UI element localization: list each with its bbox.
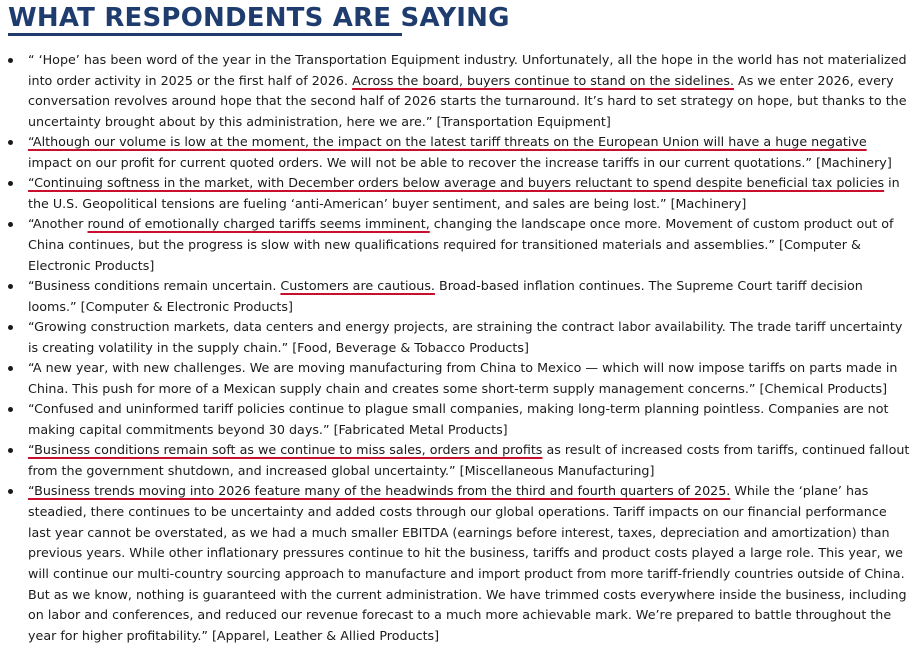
title-underline [8, 33, 402, 36]
quote-text: “A new year, with new challenges. We are moving manufacturing from China to Mexico — which will now impose tariffs on parts made in China. This push for more of a Mexican supply chain and creates some short-term supply management concerns.” [Chemical Products] [28, 360, 898, 396]
quote-highlight: Customers are cautious. [280, 278, 435, 294]
quote-highlight: “Although our volume is low at the moment, the impact on the latest tariff threats on the European Union will have a huge negative [28, 134, 867, 150]
bullet-icon [8, 366, 13, 371]
quote-highlight: “Business trends moving into 2026 feature many of the headwinds from the third and fourth quarters of 2025. [28, 483, 731, 499]
quote-highlight: “Business conditions remain soft as we continue to miss sales, orders and profits [28, 442, 543, 458]
quote-item [0, 481, 917, 647]
quote-item [0, 358, 917, 399]
bullet-icon [8, 181, 13, 186]
quote-item [0, 317, 917, 358]
quote-item [0, 214, 917, 276]
quote-text: “Confused and uninformed tariff policies continue to plague small companies, making long-term planning pointless. Companies are not making capital commitments beyond 30 days.” [Fabricated Metal Products] [28, 401, 889, 437]
quote-text: “Growing construction markets, data centers and energy projects, are straining the contract labor availability. The trade tariff uncertainty is creating volatility in the supply chain.” [Food, Beverage & Tobacco Products] [28, 319, 903, 355]
quote-item [0, 440, 917, 481]
bullet-icon [8, 448, 13, 453]
bullet-icon [8, 58, 13, 63]
quote-highlight: “Continuing softness in the market, with December orders below average and buyers reluctant to spend despite beneficial tax policies [28, 175, 885, 191]
quote-text: changing the landscape once more. Movement of custom product out of China continues, but the progress is slow with new qualifications required for transitioned materials and assemblies.” [Computer & Electronic Products] [28, 216, 894, 273]
bullet-icon [8, 489, 13, 494]
bullet-icon [8, 407, 13, 412]
section-title: WHAT RESPONDENTS ARE SAYING [8, 3, 510, 33]
quote-highlight: round of emotionally charged tariffs seems imminent, [87, 216, 430, 232]
quote-text: Broad-based inflation continues. The Supreme Court tariff decision looms.” [Computer & Electronic Products] [28, 278, 863, 314]
bullet-icon [8, 284, 13, 289]
quote-text: “Business conditions remain uncertain. [28, 278, 281, 294]
quote-item [0, 132, 917, 173]
quote-text: as result of increased costs from tariffs, continued fallout from the government shutdown, and increased global uncertainty.” [Miscellaneous Manufacturing] [28, 442, 910, 478]
bullet-icon [8, 140, 13, 145]
quote-item [0, 50, 917, 133]
quote-text: “Another [28, 216, 88, 232]
quote-text: As we enter 2026, every conversation revolves around hope that the second half of 2026 starts the turnaround. It’s hard to set strategy on hope, but thanks to the uncertainty brought about by this administration, here we are.” [Transportation Equipment] [28, 72, 907, 130]
quote-item [0, 173, 917, 214]
bullet-icon [8, 222, 13, 227]
quote-item [0, 276, 917, 317]
quote-highlight: Across the board, buyers continue to stand on the sidelines. [352, 72, 734, 88]
bullet-icon [8, 325, 13, 330]
quote-text: impact on our profit for current quoted orders. We will not be able to recover the increase tariffs in our current quotations.” [Machinery] [28, 155, 892, 171]
quote-text: “ ‘Hope’ has been word of the year in the Transportation Equipment industry. Unfortunately, all the hope in the world has not materialized into order activity in 2025 or the first half of 2026. [28, 52, 907, 88]
quote-text: While the ‘plane’ has steadied, there continues to be uncertainty and added costs through our global operations. Tariff impacts on our financial performance last year cannot be overstated, as we had a much smaller EBITDA (earnings before interest, taxes, depreciation and amortization) than previous years. While other inflationary pressures continue to hit the business, tariffs and product costs played a large role. This year, we will continue our multi-country sourcing approach to manufacture and import product from more tariff-friendly countries outside of China. But as we know, nothing is guaranteed with the current administration. We have trimmed costs everywhere inside the business, including on labor and conferences, and reduced our revenue forecast to a much more achievable mark. We’re prepared to battle throughout the year for higher profitability.” [Apparel, Leather & Allied Products] [28, 483, 907, 644]
quote-item [0, 399, 917, 440]
respondent-quotes-list [0, 50, 917, 646]
quote-text: in the U.S. Geopolitical tensions are fueling ‘anti-American’ buyer sentiment, and sales are being lost.” [Machinery] [28, 175, 900, 212]
